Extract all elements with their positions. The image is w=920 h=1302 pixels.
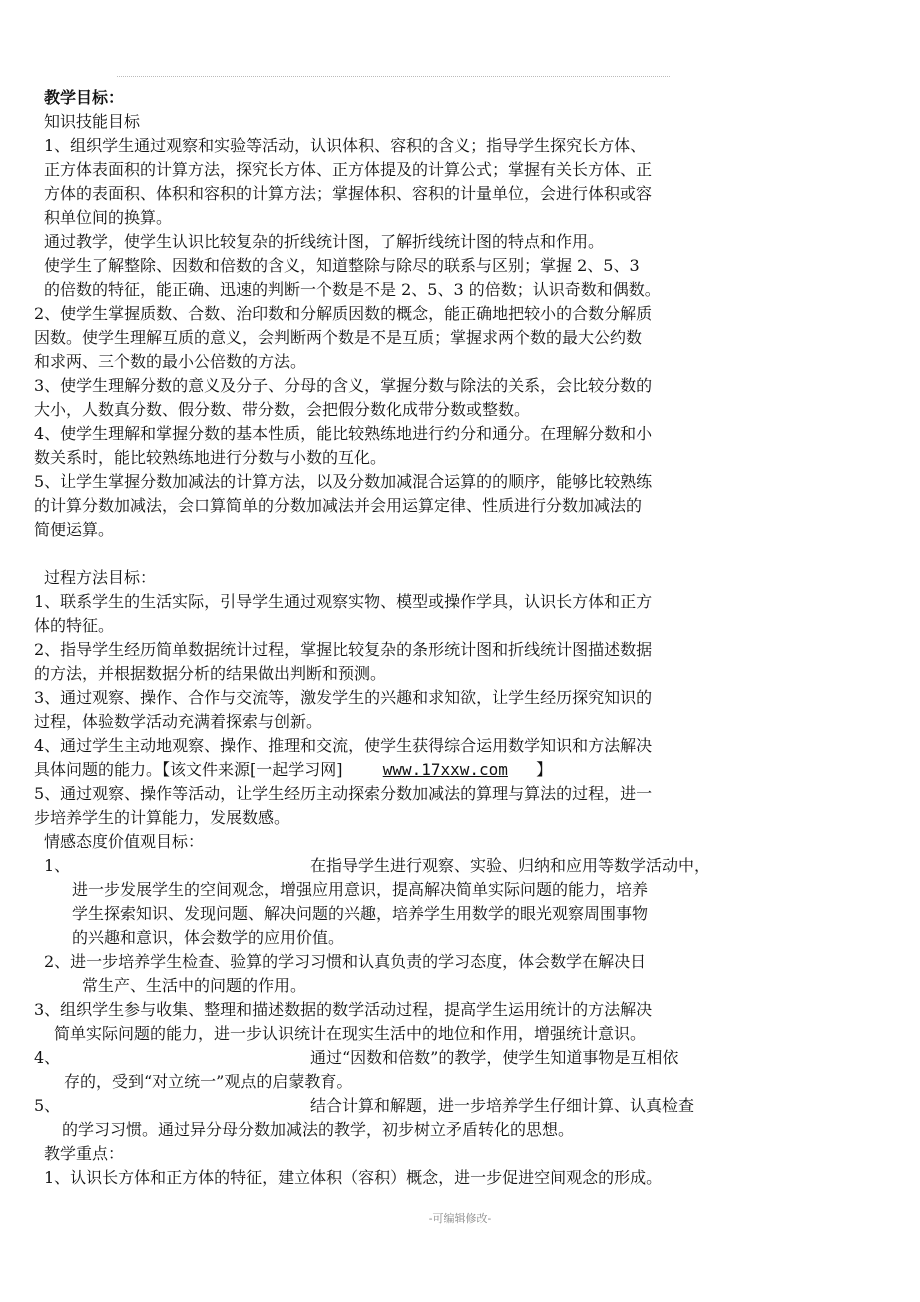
paragraph-line: 体的特征。	[34, 616, 115, 635]
list-number: 1、	[44, 856, 71, 875]
paragraph-line: 1、联系学生的生活实际，引导学生通过观察实物、模型或操作学具，认识长方体和正方	[34, 592, 653, 611]
header-rule	[117, 76, 670, 77]
paragraph-line: 通过“因数和倍数”的教学，使学生知道事物是互相依	[310, 1048, 679, 1067]
paragraph-line: 通过教学，使学生认识比较复杂的折线统计图，了解折线统计图的特点和作用。	[44, 232, 605, 251]
paragraph-line: 3、组织学生参与收集、整理和描述数据的数学活动过程，提高学生运用统计的方法解决	[34, 1000, 653, 1019]
paragraph-line: 2、进一步培养学生检查、验算的学习习惯和认真负责的学习态度，体会数学在解决日	[44, 952, 647, 971]
paragraph-line: 常生产、生活中的问题的作用。	[82, 976, 307, 995]
list-number: 4、	[34, 1048, 61, 1067]
paragraph-line: 的倍数的特征，能正确、迅速的判断一个数是不是 2、5、3 的倍数；认识奇数和偶数。	[44, 280, 661, 299]
paragraph-line: 方体的表面积、体积和容积的计算方法；掌握体积、容积的计量单位，会进行体积或容	[44, 184, 653, 203]
source-note: 具体问题的能力。【该文件来源[一起学习网]	[34, 760, 343, 779]
paragraph-line: 2、使学生掌握质数、合数、治印数和分解质因数的概念，能正确地把较小的合数分解质	[34, 304, 653, 323]
paragraph-line: 在指导学生进行观察、实验、归纳和应用等数学活动中，	[310, 856, 711, 875]
paragraph-line: 因数。使学生理解互质的意义，会判断两个数是不是互质；掌握求两个数的最大公约数	[34, 328, 643, 347]
paragraph-line: 和求两、三个数的最小公倍数的方法。	[34, 352, 307, 371]
paragraph-line: 积单位间的换算。	[44, 208, 173, 227]
process-title: 过程方法目标：	[44, 568, 157, 587]
section-heading: 教学目标：	[44, 88, 125, 107]
paragraph-line: 存的，受到“对立统一”观点的启蒙教育。	[64, 1072, 353, 1091]
paragraph-line: 1、认识长方体和正方体的特征，建立体积（容积）概念，进一步促进空间观念的形成。	[44, 1168, 663, 1187]
paragraph-line: 的方法，并根据数据分析的结果做出判断和预测。	[34, 664, 387, 683]
paragraph-line: 使学生了解整除、因数和倍数的含义，知道整除与除尽的联系与区别；掌握 2、5、3	[44, 256, 640, 275]
page-footer: -可编辑修改-	[428, 1212, 492, 1225]
paragraph-line: 3、使学生理解分数的意义及分子、分母的含义，掌握分数与除法的关系，会比较分数的	[34, 376, 653, 395]
paragraph-line	[34, 758, 552, 782]
paragraph-line: 过程，体验数学活动充满着探索与创新。	[34, 712, 323, 731]
paragraph-line: 5、通过观察、操作等活动，让学生经历主动探索分数加减法的算理与算法的过程，进一	[34, 784, 653, 803]
paragraph-line: 数关系时，能比较熟练地进行分数与小数的互化。	[34, 448, 387, 467]
knowledge-title: 知识技能目标	[44, 112, 141, 131]
paragraph-line: 3、通过观察、操作、合作与交流等，激发学生的兴趣和求知欲，让学生经历探究知识的	[34, 688, 653, 707]
paragraph-line: 的学习习惯。通过异分母分数加减法的教学，初步树立矛盾转化的思想。	[62, 1120, 575, 1139]
paragraph-line: 大小，人数真分数、假分数、带分数，会把假分数化成带分数或整数。	[34, 400, 531, 419]
focus-title: 教学重点：	[44, 1144, 125, 1163]
paragraph-line: 进一步发展学生的空间观念，增强应用意识，提高解决简单实际问题的能力，培养	[72, 880, 649, 899]
paragraph-line: 1、组织学生通过观察和实验等活动，认识体积、容积的含义；指导学生探究长方体、	[44, 136, 647, 155]
list-number: 5、	[34, 1096, 61, 1115]
paragraph-line: 4、使学生理解和掌握分数的基本性质，能比较熟练地进行约分和通分。在理解分数和小	[34, 424, 653, 443]
source-link[interactable]: www.17xxw.com	[382, 760, 508, 779]
paragraph-line: 正方体表面积的计算方法，探究长方体、正方体提及的计算公式；掌握有关长方体、正	[44, 160, 653, 179]
paragraph-line: 简单实际问题的能力，进一步认识统计在现实生活中的地位和作用，增强统计意识。	[54, 1024, 647, 1043]
paragraph-line: 的兴趣和意识，体会数学的应用价值。	[72, 928, 345, 947]
paragraph-line: 步培养学生的计算能力，发展数感。	[34, 808, 291, 827]
paragraph-line: 2、指导学生经历简单数据统计过程，掌握比较复杂的条形统计图和折线统计图描述数据	[34, 640, 653, 659]
paragraph-line: 结合计算和解题，进一步培养学生仔细计算、认真检查	[310, 1096, 695, 1115]
paragraph-line: 学生探索知识、发现问题、解决问题的兴趣，培养学生用数学的眼光观察周围事物	[72, 904, 649, 923]
paragraph-line: 的计算分数加减法，会口算简单的分数加减法并会用运算定律、性质进行分数加减法的	[34, 496, 643, 515]
emotion-title: 情感态度价值观目标：	[44, 832, 205, 851]
paragraph-line: 5、让学生掌握分数加减法的计算方法，以及分数加减混合运算的的顺序，能够比较熟练	[34, 472, 653, 491]
paragraph-line: 4、通过学生主动地观察、操作、推理和交流，使学生获得综合运用数学知识和方法解决	[34, 736, 653, 755]
source-note-end: 】	[536, 760, 553, 779]
paragraph-line: 简便运算。	[34, 520, 115, 539]
